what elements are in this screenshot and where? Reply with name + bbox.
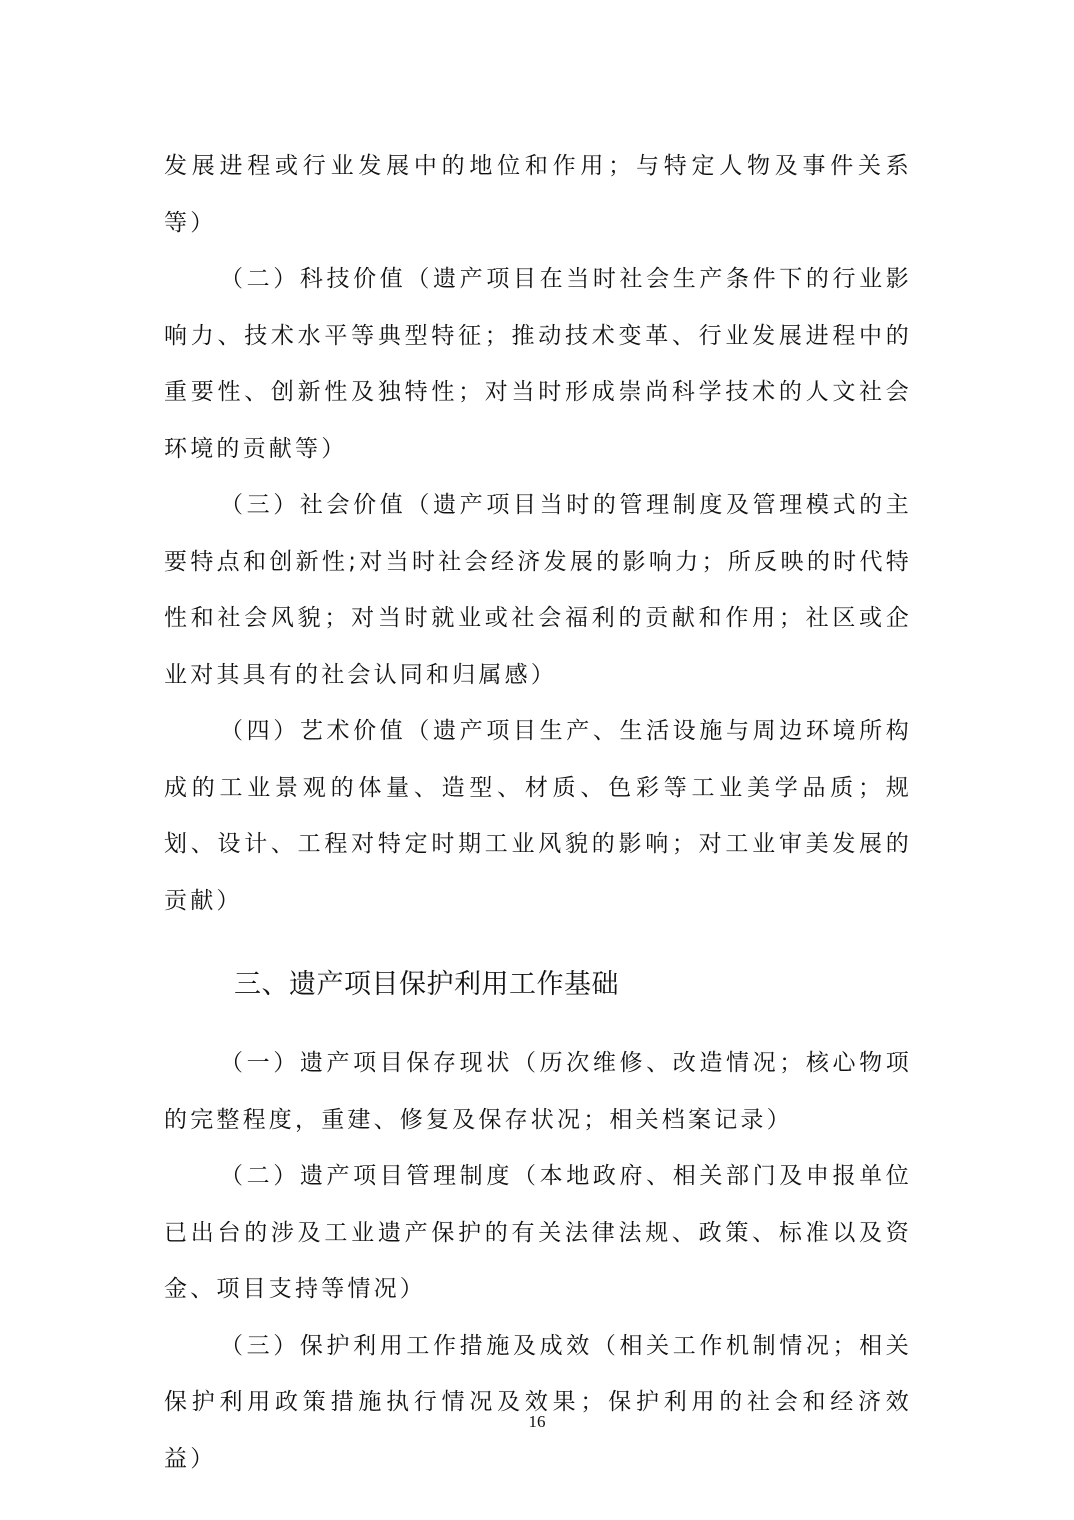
paragraph-protection-measures: （三）保护利用工作措施及成效（相关工作机制情况；相关保护利用政策措施执行情况及效果；保护利用的社会和经济效益） [164, 1332, 912, 1472]
paragraph-art-value: （四）艺术价值（遗产项目生产、生活设施与周边环境所构成的工业景观的体量、造型、材质、色彩等工业美学品质；规划、设计、工程对特定时期工业风貌的影响；对工业审美发展的贡献） [164, 718, 912, 914]
paragraph-tech-value: （二）科技价值（遗产项目在当时社会生产条件下的行业影响力、技术水平等典型特征；推动技术变革、行业发展进程中的重要性、创新性及独特性；对当时形成崇尚科学技术的人文社会环境的贡献等） [164, 266, 912, 462]
paragraph-social-value: （三）社会价值（遗产项目当时的管理制度及管理模式的主要特点和创新性;对当时社会经济发展的影响力；所反映的时代特性和社会风貌；对当时就业或社会福利的贡献和作用；社区或企业对其具有的社会认同和归属感） [164, 492, 912, 688]
paragraph-preservation-status: （一）遗产项目保存现状（历次维修、改造情况；核心物项的完整程度，重建、修复及保存状况；相关档案记录） [164, 1050, 912, 1133]
page-body [164, 138, 912, 1487]
paragraph-management-system: （二）遗产项目管理制度（本地政府、相关部门及申报单位已出台的涉及工业遗产保护的有关法律法规、政策、标准以及资金、项目支持等情况） [164, 1163, 912, 1302]
paragraph-continuation: 发展进程或行业发展中的地位和作用；与特定人物及事件关系等） [164, 153, 912, 236]
page-number: 16 [528, 1412, 546, 1431]
section-heading: 三、遗产项目保护利用工作基础 [234, 969, 619, 1000]
